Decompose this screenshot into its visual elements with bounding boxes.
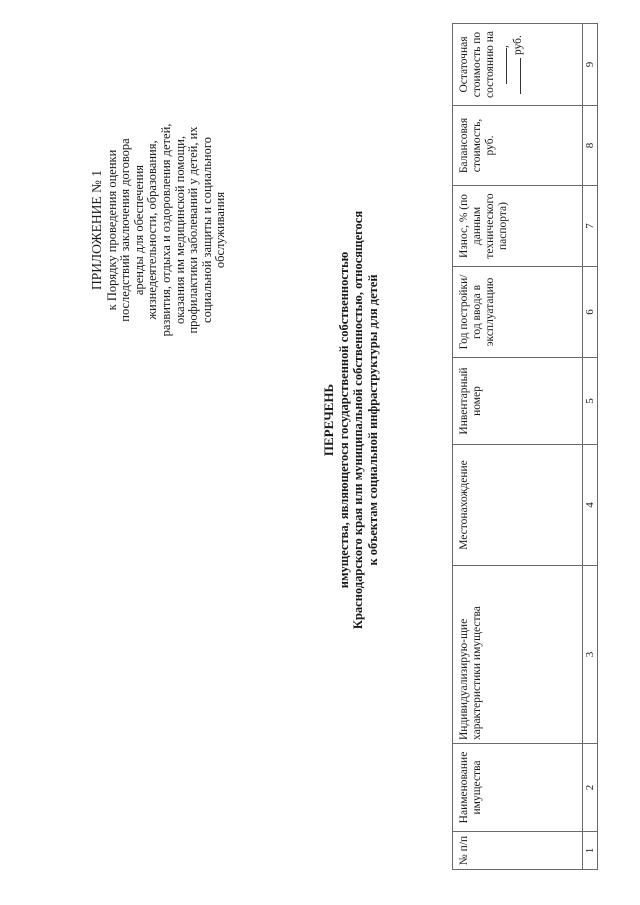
residual-unit: руб.	[512, 35, 524, 56]
header-cell-number: № п/п	[453, 832, 583, 870]
appendix-line: к Порядку проведения оценки	[104, 149, 119, 311]
header-cell-name: Наименование имущества	[453, 744, 583, 832]
header-cell-balance: Балансовая стоимость, руб.	[453, 106, 583, 186]
header-cell-year: Год постройки/ год ввода в эксплуатацию	[453, 267, 583, 358]
column-number: 9	[583, 24, 598, 106]
header-cell-characteristics: Индивидуализирую-щие характеристики имущества	[453, 566, 583, 744]
residual-label: Остаточная стоимость по состоянию на	[458, 31, 496, 98]
table-number-row	[583, 24, 598, 870]
column-number: 6	[583, 267, 598, 358]
document-title: ПЕРЕЧЕНЬ	[321, 383, 336, 457]
appendix-line: оказания им медицинской помощи,	[172, 136, 187, 324]
appendix-block	[90, 30, 228, 430]
document-heading	[322, 35, 380, 805]
column-number: 5	[583, 358, 598, 445]
heading-line: имущества, являющегося государственной собственностью	[336, 251, 351, 589]
column-number: 3	[583, 566, 598, 744]
appendix-line: обслуживания	[213, 191, 228, 269]
header-cell-location: Местонахождение	[453, 445, 583, 566]
table-header-row	[453, 24, 583, 870]
appendix-line: последствий заключения договора	[118, 138, 133, 322]
appendix-title: ПРИЛОЖЕНИЕ № 1	[89, 169, 104, 291]
appendix-line: жизнедеятельности, образования,	[145, 140, 160, 320]
header-cell-inventory: Инвентарный номер	[453, 358, 583, 445]
column-number: 4	[583, 445, 598, 566]
appendix-line: профилактики заболеваний у детей, их	[186, 126, 201, 334]
column-number: 1	[583, 832, 598, 870]
appendix-line: социальной защиты и социального	[199, 137, 214, 323]
header-cell-residual: Остаточная стоимость по состоянию на , руб.	[453, 24, 583, 106]
heading-line: к объектам социальной инфраструктуры для детей	[365, 274, 380, 566]
appendix-line: развития, отдыха и оздоровления детей,	[158, 123, 173, 337]
property-table	[452, 23, 598, 870]
column-number: 8	[583, 106, 598, 186]
date-blank	[497, 48, 507, 84]
column-number: 7	[583, 186, 598, 267]
appendix-line: аренды для обеспечения	[131, 164, 146, 296]
heading-line: Краснодарского края или муниципальной собственностью, относящегося	[351, 210, 365, 630]
column-number: 2	[583, 744, 598, 832]
header-cell-wear: Износ, % (по данным технического паспорта)	[453, 186, 583, 267]
amount-blank	[511, 58, 521, 94]
